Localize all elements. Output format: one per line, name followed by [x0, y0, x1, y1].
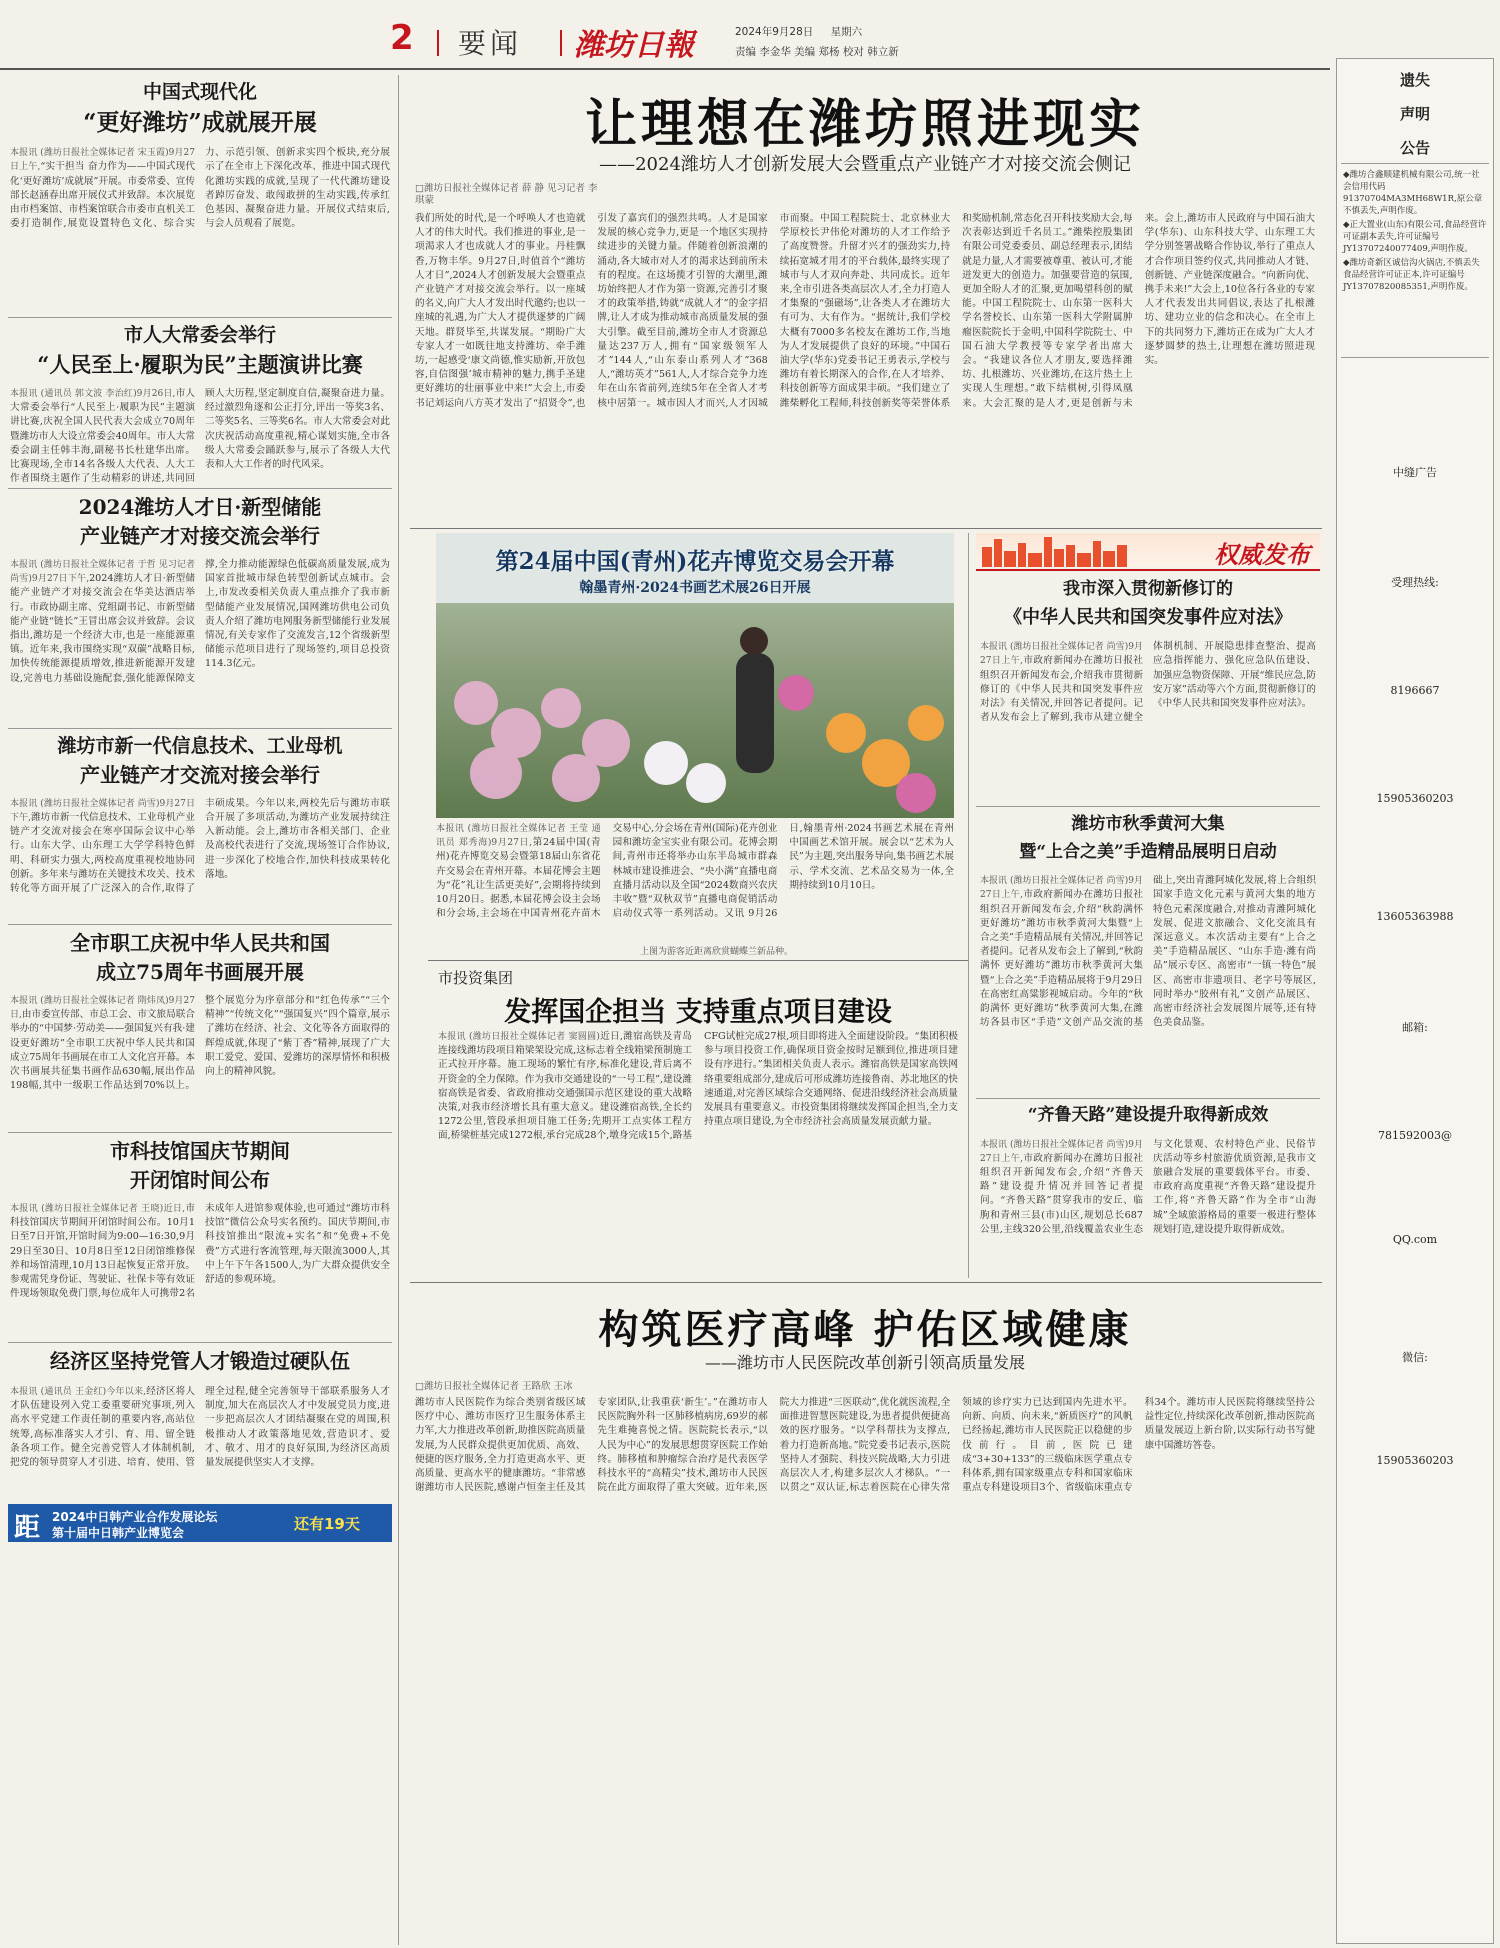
- headline-line1: 市人大常委会举行: [123, 324, 276, 346]
- article-body: 本报讯 (通讯员 王金红)今年以来,经济区将人才队伍建设列入党工委重要研究事项,列入高水平党建工作责任制的重要内容,高站位统筹,高标准落实人才引、育、用、留全链条各项工作。健全完善党管人才体制机制,把党的领导贯穿人才引进、培育、使用、管理全过程,健全完善领导干部联系服务人才制度,加大在高层次人才中发展党员力度,进一步把高层次人才团结凝聚在党的周围,积极推动人才政策落地见效,营造识才、爱才、敬才、用才的良好氛围,为经济区高质量发展提供坚实人才支撑。: [10, 1386, 390, 1469]
- authority-banner: [976, 533, 1320, 567]
- headline-line1: 潍坊市新一代信息技术、工业母机: [57, 735, 343, 757]
- notice-title-3: 公告: [1399, 139, 1430, 157]
- contact-value: 15905360203: [1376, 1454, 1454, 1467]
- invest-kicker: 市投资集团: [438, 969, 514, 987]
- authority-article-2: [980, 815, 1316, 1086]
- editors: 责编 李金华 美编 郑杨 校对 韩立新: [735, 46, 899, 58]
- notice-strip: [1336, 58, 1494, 1944]
- invest-title: 发挥国企担当 支持重点项目建设: [504, 997, 892, 1028]
- left-article-4: [10, 736, 390, 897]
- headline-line1: 潍坊市秋季黄河大集: [1071, 814, 1225, 834]
- flower-expo-subtitle: 翰墨青州·2024书画艺术展26日开展: [579, 580, 811, 596]
- visitor-silhouette: [736, 653, 774, 773]
- paper-logo: 潍坊日報: [574, 28, 694, 63]
- article-body: 本报讯 (潍坊日报社全媒体记者 隋炜凤)9月27日,由市委宣传部、市总工会、市文旅局联合举办的“中国梦·劳动美——强国复兴有我·建设更好潍坊”全市职工庆祝中华人民共和国成立75周年书画展在市工人文化宫开幕。本次书画展共征集书画作品630幅,展出作品198幅,其中一级职工作品达到70%以上。整个展览分为序章部分和“红色传承”“三个精神”“传统文化”“强国复兴”四个篇章,展示了潍坊在经济、社会、文化等各方面取得的辉煌成就,体现了“紫丁香”精神,展现了广大职工爱党、爱国、爱潍坊的深厚情怀和积极向上的精神风貌。: [10, 995, 390, 1092]
- contact-value: QQ.com: [1392, 1233, 1438, 1246]
- notice-list: [1343, 169, 1487, 293]
- flower-expo-title: 第24届中国(青州)花卉博览交易会开幕: [495, 548, 895, 575]
- contact-value: 8196667: [1390, 684, 1440, 697]
- left-article-3: [10, 496, 390, 698]
- headline-line2: “更好潍坊”成就展开展: [83, 108, 317, 136]
- separator-bar: [560, 30, 562, 56]
- article-body: 本报讯 (潍坊日报社全媒体记者 尚雪)9月27日上午,市政府新闻办在潍坊日报社组织召开新闻发布会,介绍我市贯彻新修订的《中华人民共和国突发事件应对法》有关情况,并回答记者提问。记者从发布会上了解到,我市从建立健全体制机制、开展隐患排查整治、提高应急指挥能力、强化应急队伍建设、加强应急物资保障、开展“维民应急,防安万家”活动等六个方面,贯彻新修订的《中华人民共和国突发事件应对法》。: [980, 641, 1316, 724]
- countdown-char: 距: [14, 1513, 41, 1543]
- date-text: 2024年9月28日: [735, 26, 814, 38]
- headline-line2: “人民至上·履职为民”主题演讲比赛: [37, 351, 363, 377]
- contact-label: 受理热线:: [1391, 576, 1439, 589]
- contact-label: 微信:: [1402, 1351, 1428, 1364]
- feature-title: 让理想在潍坊照进现实: [584, 94, 1145, 155]
- authority-article-3: [980, 1106, 1316, 1278]
- headline-line2: 产业链产才对接交流会举行: [80, 524, 320, 548]
- left-article-7: [10, 1350, 390, 1490]
- countdown-line1: 2024中日韩产业合作发展论坛: [52, 1510, 218, 1524]
- contact-value: 13605363988: [1376, 910, 1454, 923]
- headline: “齐鲁天路”建设提升取得新成效: [1027, 1105, 1269, 1125]
- authority-banner-title: 权威发布: [1214, 540, 1310, 569]
- masthead: [0, 0, 1500, 70]
- left-article-6: [10, 1140, 390, 1332]
- headline-line2: 暨“上合之美”手造精品展明日启动: [1019, 841, 1277, 862]
- left-article-5: [10, 932, 390, 1109]
- flower-expo-body: 本报讯 (潍坊日报社全媒体记者 王莹 通讯员 郑秀海)9月27日,第24届中国(青州)花卉博览交易会暨第18届山东省花卉交易会在青州开幕。本届花博会主题为“花”礼让生活更美好”,会期将持续到10月20日。据悉,本届花博会设主会场和分会场,主会场在中国青州花卉苗木交易中心,分会场在青州(国际)花卉创业园和潍坊金宝实业有限公司。花博会期间,青州市还将举办山东半岛城市群森林城市建设推进会、“央小满”直播电商直播月活动以及全国“2024数商兴农庆丰收”暨“双秋双节”直播电商促销活动启动仪式等一系列活动。又讯 9月26日,翰墨青州·2024书画艺术展在青州中国画艺术馆开展。展会以“艺术为人民”为主题,突出服务导向,集书画艺术展示、学术交流、艺术品交易为一体,全期持续到10月10日。: [436, 823, 954, 920]
- masthead-rule: [0, 68, 1330, 70]
- authority-article-1: [980, 580, 1316, 782]
- article-body: 本报讯 (潍坊日报社全媒体记者 尚雪)9月27日上午,市政府新闻办在潍坊日报社组织召开新闻发布会,介绍“秋韵满怀 更好潍坊”潍坊市秋季黄河大集暨“上合之美”手造精品展有关情况,并回答记者提问。记者从发布会上了解到,“秋韵满怀 更好潍坊”潍坊市秋季黄河大集暨“上合之美”手造精品展将于9月29日在高密红高粱影视城启动。今年的“秋韵满怀 更好潍坊”秋季黄河大集,在潍坊各县市区“手造”文创产品交流的基础上,突出青潍阿城化发展,将上合组织国家手造文化元素与黄河大集的地方特色元素深度融合,对推动青潍阿城化发展、促进文旅融合、文化交流具有深远意义。本次活动主要有“上合之美”手造精品展区、“山东手造·潍有尚品”展示专区、高密市“一镇一特色”展区、高密市非遗项目、老字号等展区,同时举办“胶州有礼”文创产品展区、高密市经济社会发展图片展等,还有特色美食品鉴。: [980, 875, 1316, 1029]
- contact-label: 邮箱:: [1402, 1021, 1428, 1034]
- contact-value: 15905360203: [1376, 792, 1454, 805]
- headline-line2: 成立75周年书画展开展: [96, 960, 304, 984]
- headline-line2: 产业链产才交流对接会举行: [80, 762, 320, 787]
- headline: 经济区坚持党管人才锻造过硬队伍: [50, 1349, 350, 1373]
- article-body: 本报讯 (潍坊日报社全媒体记者 王晓)近日,市科技馆国庆节期间开闭馆时间公布。10月1日至7日开馆,开馆时间为9:00—16:30,9月29日至30日、10月8日至12日闭馆维修保养和场馆清理,10月13日起恢复正常开放。参观需凭身份证、驾驶证、社保卡等有效证件现场领取免费门票,每位成年人可携带2名未成年人进馆参观体验,也可通过“潍坊市科技馆”微信公众号实名预约。国庆节期间,市科技馆推出“限流+实名”和“免费+不免费”方式进行客流管理,每天限流3000人,其中上午下午各1500人,为广大群众提供安全舒适的参观环境。: [10, 1203, 390, 1300]
- feature-subtitle: ——2024潍坊人才创新发展大会暨重点产业链产才对接交流会侧记: [599, 154, 1131, 175]
- flower-photo-caption: 上图为游客近距离欣赏蝴蝶兰新品种。: [640, 947, 794, 957]
- headline-line2: 开闭馆时间公布: [130, 1168, 270, 1192]
- ad-label: 中缝广告: [1393, 466, 1437, 479]
- page-number: 2: [390, 18, 414, 58]
- headline-line1: 2024潍坊人才日·新型储能: [78, 495, 322, 519]
- headline-line2: 《中华人民共和国突发事件应对法》: [1004, 606, 1292, 628]
- countdown-days: 还有19天: [294, 1515, 360, 1533]
- notice-title-1: 遗失: [1399, 71, 1430, 89]
- separator-bar: [437, 30, 439, 56]
- article-body: 本报讯 (潍坊日报社全媒体记者 尚雪)9月27日下午,潍坊市新一代信息技术、工业母机产业链产才交流对接会在寒亭国际会议中心举行。山东大学、山东理工大学学科特色鲜明、科研实力强大,两校高度重视校地协同创新。多年来与潍坊在关键技术攻关、技术转化等方面开展了广泛深入的合作,取得了丰硕成果。今年以来,两校先后与潍坊市联合开展了多项活动,为潍坊产业发展持续注入新动能。会上,潍坊市各相关部门、企业及高校代表进行了交流,现场签订合作协议,进一步深化了校地合作,加快科技成果转化落地。: [10, 797, 390, 895]
- article-body: 本报讯 (潍坊日报社全媒体记者 宋玉霞)9月27日上午,“实干担当 奋力作为——中国式现代化‘更好潍坊’成就展”开展。市委常委、宣传部长赵涵春出席开展仪式并致辞。本次展览由市档案馆、市档案馆联合市委市直机关工委打造制作,展览设置特色文化、综合实力、示范引领、创新求实四个板块,充分展示了在全市上下深化改革、推进中国式现代化潍坊实践的成就,呈现了一代代潍坊建设者踔厉奋发、敢闯敢拼的生动实践,传承红色基因、凝聚奋进力量。开展仪式结束后,与会人员观看了展览。: [10, 147, 390, 230]
- invest-body: 本报讯 (潍坊日报社全媒体记者 窦圆圆)近日,潍宿高铁及青岛连接线潍坊段项目箱梁架设完成,这标志着全线箱梁预制施工正式拉开序幕。施工现场的繁忙有序,标准化建设,背后离不开资金的全力保障。作为我市交通建设的“一号工程”,建设潍宿高铁是省委、省政府推动交通强国示范区建设的重大战略决策,对我市经济增长具有重大意义。建设潍宿高铁,全长约1272公里,管段承担项目施工任务;先期开工点实体工程方面,桥梁桩基完成1272根,承台完成28个,墩身完成15个,路基CFG试桩完成27根,项目即将进入全面建设阶段。“集团积极参与项目投资工作,确保项目资金按时足额到位,推进项目建设有序进行。”集团相关负责人表示。潍宿高铁是国家高铁网络重要组成部分,建成后可形成潍坊连接鲁南、苏北地区的快速通道,对完善区域综合交通网络、促进沿线经济社会高质量发展具有重要意义。市投资集团将继续发挥国企担当,全力支持重点项目建设,为全市经济社会高质量发展贡献力量。: [438, 1031, 958, 1142]
- notice-item: ◆潍坊合鑫顺建机械有限公司,统一社会信用代码91370704MA3MH68W1R,原公章不慎丢失,声明作废。: [1343, 170, 1483, 216]
- feature-body: 我们所处的时代,是一个呼唤人才也造就人才的伟大时代。我们推进的事业,是一项渴求人才也成就人才的事业。丹桂飘香,万物丰华。9月27日,时值首个“潍坊人才日”,2024人才创新发展大会暨重点产业链产才对接交流会举行。以一座城的名义,向广大人才发出时代邀约;也以一座城的礼遇,为广大人才提供逐梦的广阔天地。群贤毕至,共谋发展。“期盼广大专家人才一如既往地支持潍坊、牵手潍坊,一起感受‘康文尚德,惟实励新,开放包容,自信图强’城市精神的魅力,携手圣建更好潍坊的壮丽事业中来!”大会上,市委书记刘运向八方英才发出了“招贤令”,也引发了嘉宾们的强烈共鸣。人才是国家发展的核心竞争力,更是一个地区实现持续进步的关键力量。伴随着创新浪潮的涌动,各大城市对人才的渴求达到前所未有的程度。在这场揽才引智的大潮里,潍坊始终把人才作为第一资源,完善引才聚才的政策举措,铸就“成就人才”的金字招牌,让人才成为推动城市高质量发展的强大引擎。截至目前,潍坊全市人才资源总量达237万人,拥有“国家级领军人才”144人,“山东泰山系列人才”368人,“潍坊英才”561人,人才综合竞争力连年在山东省前列,连续5年在全省人才考核中居第一。城市因人才而兴,人才因城市而聚。中国工程院院士、北京林业大学原校长尹伟伦对潍坊的人才工作给予了高度赞誉。升留才兴才的强劲实力,持续拓宽城才用才的平台载体,最终实现了城市与人才双向奔赴、共同成长。近年来,全市引进各类高层次人才,全力打造人才集聚的“强磁场”,让各类人才在潍坊大有可为、大有作为。“据统计,我们学校大概有7000多名校友在潍坊工作,当地为人才发展提供了良好的环境。”中国石油大学(华东)党委书记王勇表示,学校与潍坊有着长期深入的合作,在人才培养、科技创新等方面成果丰硕。“我们建立了潍柴孵化工程师,科技创新奖等荣誉体系和奖励机制,常态化召开科技奖励大会,每次表彰达到近千名员工。”潍柴控股集团有限公司党委委员、副总经理表示,团结就是力量,人才需要被尊重、被认可,才能迸发更大的创造力。加强要营造的氛围,更加全盼人才的汇聚,更加喝望科创的赋能。中国工程院院士、山东第一医科大学名誉校长、山东第一医科大学附属肿瘤医院院长于金明,中国科学院院士、中国石油大学教授等专家学者出席大会。“我建议各位人才朋友,要选择潍坊、扎根潍坊、兴业潍坊,在这片热土上实现人生理想。”敢下结棋树,引得凤凰来。大会汇聚的是人才,更是创新与未来。会上,潍坊市人民政府与中国石油大学(华东)、山东科技大学、山东理工大学分别签署战略合作协议,举行了重点人才合作项目签约仪式,共同推动人才链、创新链、产业链深度融合。“向新向优、携手未来!”大会上,10位各行各业的专家人才代表发出共同倡议,表达了扎根潍坊、建功立业的信念和决心。在全市上下的共同努力下,潍坊正在成为广大人才逐梦圆梦的热土,让理想在潍坊照进现实。: [415, 213, 1315, 409]
- hospital-body: 潍坊市人民医院作为综合类别省级区域医疗中心、潍坊市医疗卫生服务体系主力军,大力推进改革创新,助推医院高质量发展,为人民群众提供更加优质、高效、便捷的医疗服务,全力打造更高水平、更高质量、更高水平的健康潍坊。“非常感谢潍坊市人民医院,感谢卢恒奎主任及其专家团队,让我重获‘新生’。”在潍坊市人民医院胸外科一区肺移植病房,69岁的郝先生难掩喜悦之情。医院院长表示,“以人民为中心”的发展思想贯穿医院工作始终。肺移植和肿瘤综合治疗是代表医学科技水平的“高精尖”技术,潍坊市人民医院在此方面取得了重大突破。近年来,医院大力推进“三医联动”,优化就医流程,全面推进智慧医院建设,为患者提供便捷高效的医疗服务。“以学科帮扶为支撑点,着力打造新高地。”院党委书记表示,医院坚持人才强院、科技兴院战略,大力引进高层次人才,构建多层次人才梯队。“一以贯之”双认证,标志着医院在心律失常领域的诊疗实力已达到国内先进水平。向新、向质、向未来,“新质医疗”的风帆已经扬起,潍坊市人民医院正以稳健的步伐前行。目前,医院已建成“3+30+133”的三级临床医学重点专科体系,拥有国家级重点专科和国家临床重点专科建设项目3个、省级临床重点专科34个。潍坊市人民医院将继续坚持公益性定位,持续深化改革创新,推动医院高质量发展迈上新台阶,以实际行动书写健康中国潍坊答卷。: [415, 1397, 1315, 1494]
- contact-value: 781592003@: [1378, 1129, 1452, 1142]
- hospital-subtitle: ——潍坊市人民医院改革创新引领高质量发展: [704, 1353, 1025, 1372]
- article-body: 本报讯 (潍坊日报社全媒体记者 于哲 见习记者 尚雪)9月27日下午,2024潍坊人才日·新型储能产业链产才对接交流会在华美达酒店举行。市政协副主席、党组副书记、市新型储能产业链“链长”王冒出席会议并致辞。会议指出,潍坊是一个经济大市,也是一座能源重镇。近年来,我市围绕实现“双碳”战略目标,加快传统能源提质增效,推进新能源开发建设,完善电力基础设施配套,强化能源保障支撑,全力推动能源绿色低碳高质量发展,成为国家首批城市绿色转型创新试点城市。会上,市发改委相关负责人重点推介了我市新型储能产业发展情况,国网潍坊供电公司负责人介绍了潍坊电网服务新型储能行业发展情况,有关专家作了交流发言,12个省级新型储能示范项目进行了现场签约,项目总投资114.3亿元。: [10, 559, 390, 684]
- left-article-2: [10, 325, 390, 487]
- left-article-1: [10, 82, 390, 326]
- countdown-banner: [8, 1504, 392, 1542]
- notice-item: ◆正大置业(山东)有限公司,食品经营许可证副本丢失,许可证编号JY13707240077409,声明作废。: [1343, 220, 1487, 254]
- headline-line1: 市科技馆国庆节期间: [110, 1139, 290, 1163]
- city-skyline-graphic: [982, 533, 1182, 567]
- headline-line1: 我市深入贯彻新修订的: [1063, 579, 1233, 599]
- article-body: 本报讯 (潍坊日报社全媒体记者 尚雪)9月27日上午,市政府新闻办在潍坊日报社组织召开新闻发布会,介绍“齐鲁天路”建设提升情况并回答记者提问。“齐鲁天路”贯穿我市的安丘、临朐和青州三县(市)山区,规划总长687公里,主线320公里,沿线覆盖农业生态与文化景观、农村特色产业、民俗节庆活动等乡村旅游优质资源,是我市文旅融合发展的重要载体平台。市委、市政府高度重视“齐鲁天路”建设提升工作,将“齐鲁天路”作为全市“山海城”全域旅游格局的重要一极进行整体规划打造,建设提升取得新成效。: [980, 1138, 1316, 1235]
- flower-expo-photo: [436, 533, 954, 818]
- headline-line1: 全市职工庆祝中华人民共和国: [70, 931, 330, 955]
- feature-byline: □潍坊日报社全媒体记者 薛 静 见习记者 李琪蒙: [415, 183, 598, 206]
- section-name: 要闻: [458, 27, 523, 60]
- notice-title-2: 声明: [1399, 105, 1430, 123]
- article-body: 本报讯 (通讯员 郭文波 李治红)9月26日,市人大常委会举行“人民至上·履职为民”主题演讲比赛,庆祝全国人民代表大会成立70周年暨潍坊市人大设立常委会40周年。市人大常委会副主任韩丰海,副秘书长杜建华出席。比赛现场,全市14名各级人大代表、人大工作者围绕主题作了生动精彩的讲述,共同回顾人大历程,坚定制度自信,凝聚奋进力量。经过激烈角逐和公正打分,评出一等奖3名、二等奖5名、三等奖6名。市人大常委会对此次庆祝活动高度重视,精心谋划实施,全市各级人大常委会踊跃参与,展示了各级人大代表和人大工作者的时代风采。: [10, 387, 390, 485]
- countdown-line2: 第十届中日韩产业博览会: [52, 1526, 185, 1540]
- issue-date: [735, 24, 862, 39]
- hospital-title: 构筑医疗高峰 护佑区域健康: [598, 1306, 1132, 1353]
- notice-item: ◆潍坊奇新区诚信沟火锅店,不慎丢失食品经营许可证正本,许可证编号JY13707820085351,声明作废。: [1343, 258, 1480, 292]
- weekday-text: 星期六: [830, 26, 863, 38]
- headline-line1: 中国式现代化: [142, 81, 257, 103]
- hospital-byline: □潍坊日报社全媒体记者 王路欣 王冰: [415, 1381, 573, 1392]
